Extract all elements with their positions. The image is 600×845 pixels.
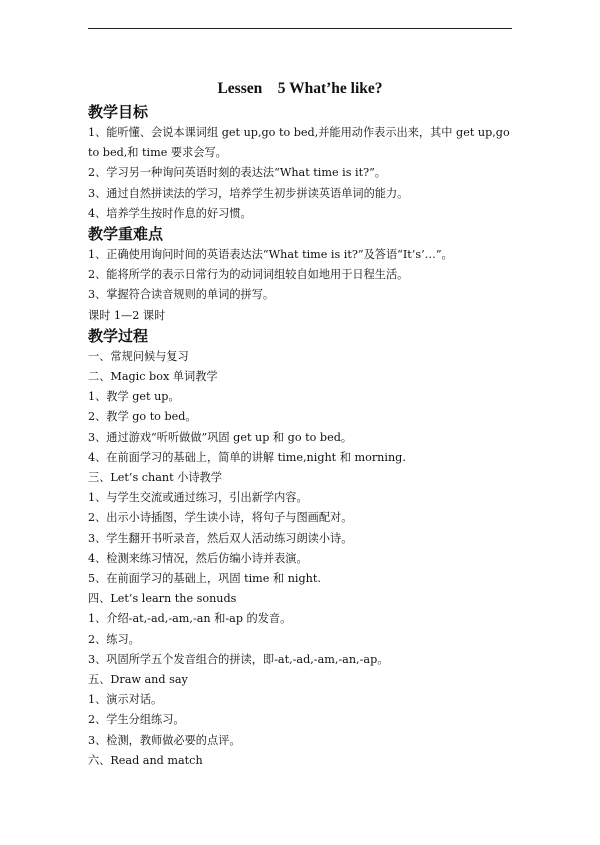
document-title: Lessen 5 What’he like?: [217, 80, 383, 97]
text-line: 2、教学 go to bed。: [88, 410, 197, 424]
section-heading: 教学过程: [88, 326, 149, 345]
text-line: 2、出示小诗插图，学生读小诗，将句子与图画配对。: [88, 511, 353, 525]
section-heading: 教学目标: [88, 103, 149, 121]
text-line: 1、正确使用询问时间的英语表达法“What time is it?”及答语“It’s’…”。: [88, 248, 453, 262]
text-line: 三、Let’s chant 小诗教学: [88, 471, 222, 485]
top-rule: [88, 28, 512, 29]
text-line: 六、Read and match: [88, 753, 203, 767]
text-line: 课时 1—2 课时: [88, 308, 166, 322]
text-line: 2、能将所学的表示日常行为的动词词组较自如地用于日程生活。: [88, 268, 409, 282]
text-line: 2、学习另一种询问英语时刻的表达法“What time is it?”。: [88, 166, 386, 180]
text-line: 3、通过游戏“听听做做”巩固 get up 和 go to bed。: [88, 430, 353, 444]
text-line: 3、巩固所学五个发音组合的拼读，即-at,-ad,-am,-an,-ap。: [88, 652, 389, 666]
text-line: 4、培养学生按时作息的好习惯。: [88, 206, 252, 220]
text-line: 3、学生翻开书听录音，然后双人活动练习朗读小诗。: [88, 531, 353, 545]
text-line: 二、Magic box 单词教学: [88, 370, 218, 384]
text-line: 1、能听懂、会说本课词组 get up,go to bed,并能用动作表示出来，其中 get up,go to bed,和 time 要求会写。: [88, 126, 510, 160]
text-line: 五、Draw and say: [88, 673, 188, 687]
text-line: 4、检测来练习情况，然后仿编小诗并表演。: [88, 551, 308, 565]
text-line: 2、练习。: [88, 632, 140, 646]
text-line: 5、在前面学习的基础上，巩固 time 和 night.: [88, 572, 321, 586]
text-line: 3、通过自然拼读法的学习，培养学生初步拼读英语单词的能力。: [88, 186, 409, 200]
text-line: 4、在前面学习的基础上，简单的讲解 time,night 和 morning.: [88, 450, 406, 464]
text-line: 1、教学 get up。: [88, 390, 180, 404]
text-line: 1、演示对话。: [88, 693, 163, 707]
text-line: 3、检测，教师做必要的点评。: [88, 733, 241, 747]
text-line: 四、Let’s learn the sonuds: [88, 592, 237, 606]
text-line: 2、学生分组练习。: [88, 713, 185, 727]
section-heading: 教学重难点: [88, 225, 164, 244]
text-line: 1、介绍-at,-ad,-am,-an 和-ap 的发音。: [88, 612, 292, 626]
text-line: 3、掌握符合读音规则的单词的拼写。: [88, 288, 275, 302]
text-line: 1、与学生交流或通过练习，引出新学内容。: [88, 491, 308, 505]
text-line: 一、常规问候与复习: [88, 349, 189, 363]
document-body: [88, 102, 514, 771]
